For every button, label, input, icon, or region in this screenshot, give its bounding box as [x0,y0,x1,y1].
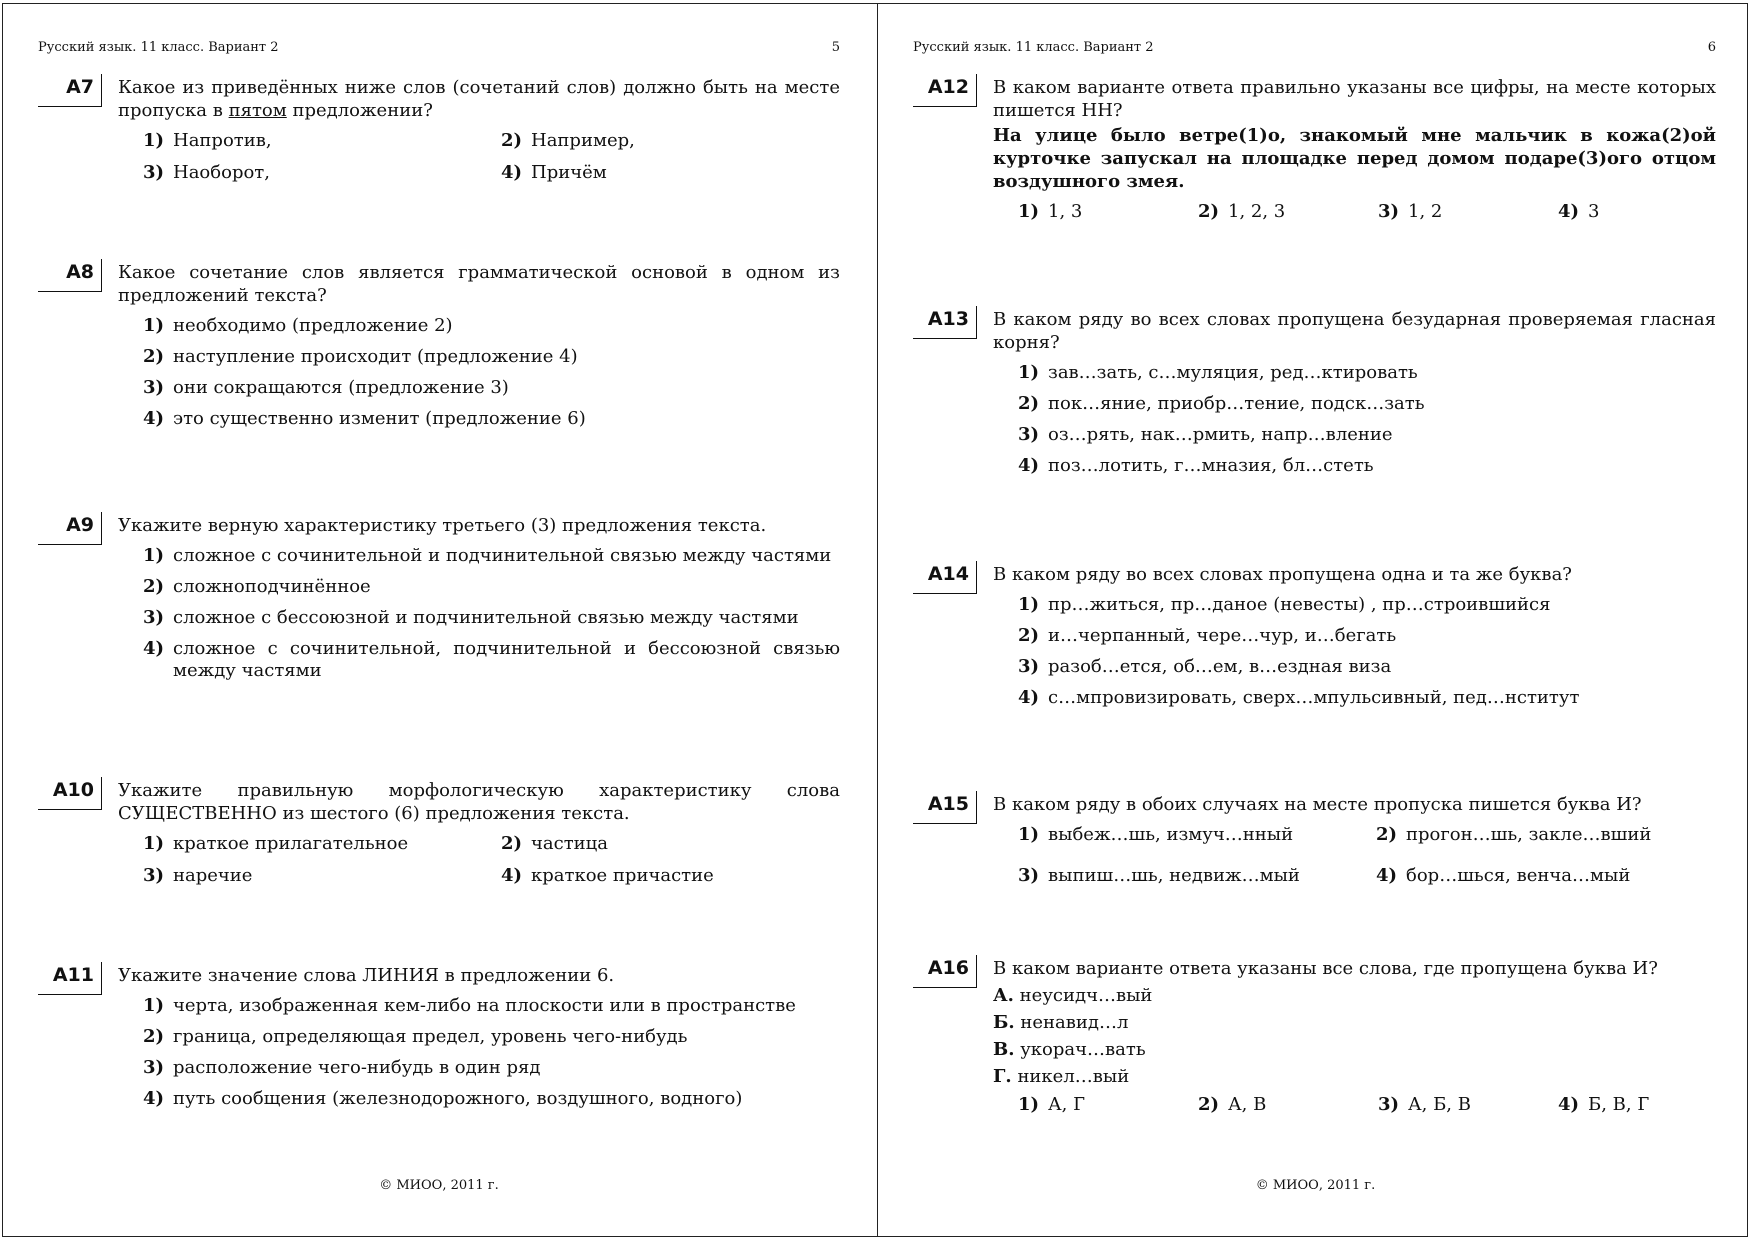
question-label: А11 [38,964,102,995]
option[interactable]: 4) бор…шься, венча…мый [1376,865,1631,886]
answer-options [143,315,840,430]
question-sentence: На улице было ветре(1)о, знакомый мне мальчик в кожа(2)ой курточке запускал на площадке перед домом подаре(3)ого отцом воздушного змея. [993,125,1716,192]
option[interactable]: 1) сложное с сочинительной и подчинительной связью между частями [143,545,832,566]
header-title: Русский язык. 11 класс. Вариант 2 [913,40,1154,55]
answer-options [1018,1094,1716,1116]
option[interactable]: 3) оз…рять, нак…рмить, напр…вление [1018,424,1393,445]
answer-options [1018,594,1716,709]
page-number: 5 [831,40,840,55]
option[interactable]: 4) с…мпровизировать, сверх…мпульсивный, пед…нститут [1018,687,1580,708]
question-a8 [38,261,840,439]
word-list [993,982,1716,1090]
question-label: А8 [38,261,102,292]
option[interactable]: 3) разоб…ется, об…ем, в…ездная виза [1018,656,1392,677]
footer-copyright: © МИОО, 2011 г. [1255,1178,1376,1193]
option[interactable]: 1) зав…зать, с…муляция, ред…ктировать [1018,362,1418,383]
option[interactable]: 2) Например, [501,130,635,151]
header-title: Русский язык. 11 класс. Вариант 2 [38,40,279,55]
option[interactable]: 2) А, В [1198,1094,1267,1115]
question-label: А9 [38,514,102,545]
option[interactable]: 2) частица [501,833,608,854]
option[interactable]: 3) 1, 2 [1378,201,1443,222]
option[interactable]: 3) расположение чего-нибудь в один ряд [143,1057,541,1078]
option[interactable]: 4) Б, В, Г [1558,1094,1650,1115]
option[interactable]: 1) черта, изображенная кем-либо на плоскости или в пространстве [143,995,796,1016]
question-a13 [913,308,1716,486]
underlined-word: пятом [228,100,287,121]
question-text: В каком ряду во всех словах пропущена одна и та же буква? [993,564,1572,585]
option[interactable]: 4) 3 [1558,201,1600,222]
page-number: 6 [1707,40,1716,55]
option[interactable]: 2) сложноподчинённое [143,576,371,597]
answer-options [143,545,840,682]
footer-copyright: © МИОО, 2011 г. [379,1178,499,1193]
option[interactable]: 2) пок…яние, приобр…тение, подск…зать [1018,393,1425,414]
question-label: А15 [913,793,977,824]
answer-options [1018,362,1716,477]
option[interactable]: 1) Напротив, [143,130,272,151]
answer-options [143,995,840,1110]
question-a12 [913,76,1716,223]
option[interactable]: 3) А, Б, В [1378,1094,1471,1115]
list-item: Г. никел…вый [993,1066,1130,1087]
list-item: Б. ненавид…л [993,1012,1129,1033]
question-a16 [913,957,1716,1116]
option[interactable]: 1) краткое прилагательное [143,833,409,854]
question-text: В каком ряду во всех словах пропущена безударная проверяемая гласная корня? [993,309,1716,353]
question-a14 [913,563,1716,718]
answer-options [143,130,840,184]
option[interactable]: 4) Причём [501,162,607,183]
option[interactable]: 3) сложное с бессоюзной и подчинительной связью между частями [143,607,799,628]
option[interactable]: 3) наречие [143,865,253,886]
answer-options [1018,201,1716,223]
list-item: В. укорач…вать [993,1039,1146,1060]
option[interactable]: 1) выбеж…шь, измуч…нный [1018,824,1294,845]
question-label: А14 [913,563,977,594]
option[interactable]: 3) Наоборот, [143,162,270,183]
option[interactable]: 4) поз…лотить, г…мназия, бл…стеть [1018,455,1374,476]
question-text: Укажите значение слова ЛИНИЯ в предложении 6. [118,965,615,986]
option[interactable]: 3) выпиш…шь, недвиж…мый [1018,865,1300,886]
option[interactable]: 2) наступление происходит (предложение 4) [143,346,578,367]
list-item: А. неусидч…вый [993,985,1153,1006]
question-text: В каком варианте ответа правильно указаны все цифры, на месте которых пишется НН? [993,77,1716,121]
option[interactable]: 3) они сокращаются (предложение 3) [143,377,509,398]
option[interactable]: 4) сложное с сочинительной, подчинительной и бессоюзной связью между частями [143,638,840,681]
option[interactable]: 1) необходимо (предложение 2) [143,315,453,336]
question-label: А7 [38,76,102,107]
question-label: А16 [913,957,977,988]
option[interactable]: 2) граница, определяющая предел, уровень чего-нибудь [143,1026,688,1047]
question-text: Какое из приведённых ниже слов (сочетаний слов) должно быть на месте пропуска в пятом предложении? [118,77,840,121]
option[interactable]: 1) пр…житься, пр…даное (невесты) , пр…строившийся [1018,594,1551,615]
question-text: Укажите верную характеристику третьего (3) предложения текста. [118,515,767,536]
question-a15 [913,793,1716,896]
option[interactable]: 4) это существенно изменит (предложение 6) [143,408,586,429]
question-text: Какое сочетание слов является грамматической основой в одном из предложений текста? [118,262,840,306]
question-text: В каком ряду в обоих случаях на месте пропуска пишется буква И? [993,794,1642,815]
option[interactable]: 4) путь сообщения (железнодорожного, воздушного, водного) [143,1088,743,1109]
question-text: Укажите правильную морфологическую характеристику слова СУЩЕСТВЕННО из шестого (6) предложения текста. [118,780,840,824]
option[interactable]: 1) 1, 3 [1018,201,1083,222]
answer-options [1018,824,1716,896]
option[interactable]: 2) и…черпанный, чере…чур, и…бегать [1018,625,1397,646]
question-a10 [38,779,840,887]
option[interactable]: 1) А, Г [1018,1094,1085,1115]
question-text: В каком варианте ответа указаны все слова, где пропущена буква И? [993,958,1658,979]
question-a11 [38,964,840,1119]
option[interactable]: 2) прогон…шь, закле…вший [1376,824,1652,845]
option[interactable]: 2) 1, 2, 3 [1198,201,1286,222]
question-a7 [38,76,840,184]
question-label: А13 [913,308,977,339]
question-a9 [38,514,840,691]
page-right [877,0,1754,1239]
option[interactable]: 4) краткое причастие [501,865,714,886]
answer-options [143,833,840,887]
question-label: А10 [38,779,102,810]
question-label: А12 [913,76,977,107]
